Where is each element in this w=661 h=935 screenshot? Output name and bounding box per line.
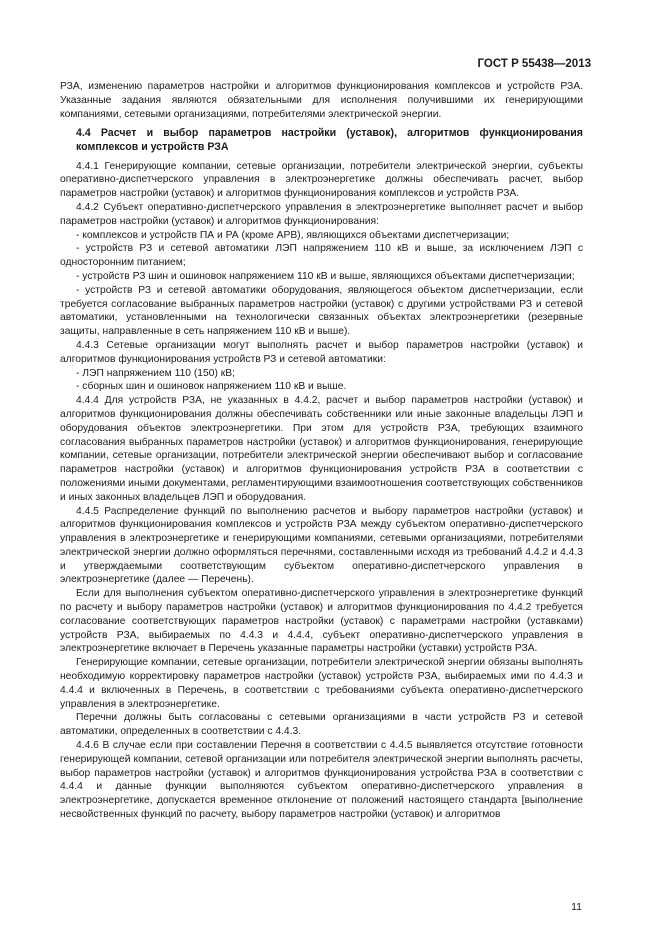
paragraph-4-4-2: 4.4.2 Субъект оперативно-диспетчерского управления в электроэнергетике выполняет расчет и выбор параметров настройки (уставок) и алгоритмов функционирования: [60,201,583,227]
paragraph-4-4-5: 4.4.5 Распределение функций по выполнению расчетов и выбору параметров настройки (уставок) и алгоритмов функционирования комплексов и устройств РЗА между субъектом оперативно-диспетчерского управления в электроэнергетике и генерирующими компаниями, сетевыми организациями, потребителями электрической энергии должно оформляться перечнями, составленными исходя из требований 4.4.2 и 4.4.3 и утверждаемыми соответствующим субъектом оперативно-диспетчерского управления в электроэнергетике (далее — Перечень). [60,505,583,586]
list-item: - устройств РЗ и сетевой автоматики ЛЭП напряжением 110 кВ и выше, за исключением ЛЭП с односторонним питанием; [60,243,583,269]
paragraph-4-4-4: 4.4.4 Для устройств РЗА, не указанных в 4.4.2, расчет и выбор параметров настройки (уставок) и алгоритмов функционирования должны обеспечивать собственники или иные законные владельцы ЛЭП и оборудования объектов электроэнергетики. При этом для устройств РЗА, требующих взаимного согласования выбранных параметров настройки (уставок) и алгоритмов функционирования, генерирующие компании, сетевые организации, потребители электрической энергии обеспечивают выбор и согласование параметров настройки (уставок) и алгоритмов функционирования устройств РЗА в соответствии с положениями иными документами, регламентирующими взаимоотношения соответствующих собственников и иных законных владельцев ЛЭП и оборудования. [60,395,583,503]
list-item: - сборных шин и ошиновок напряжением 110 кВ и выше. [76,381,347,393]
list-item: - устройств РЗ шин и ошиновок напряжением 110 кВ и выше, являющихся объектами диспетчеризации; [76,270,575,282]
list-item: - комплексов и устройств ПА и РА (кроме АРВ), являющихся объектами диспетчеризации; [76,229,510,241]
paragraph-4-4-6: 4.4.6 В случае если при составлении Перечня в соответствии с 4.4.5 выявляется отсутствие готовности генерирующей компании, сетевой организации или потребителя электрической энергии выполнять расчеты, выбор параметров настройки (уставок) и алгоритмов функционирования устройства РЗА в соответствии с 4.4.4 и данные функции выполняются субъектом оперативно-диспетчерского управления в электроэнергетике, допускается временное отклонение от положений настоящего стандарта [выполнение несвойственных функций по расчету, выбору параметров настройки (уставок) и алгоритмов [60,740,583,821]
paragraph-4-4-3: 4.4.3 Сетевые организации могут выполнять расчет и выбор параметров настройки (уставок) и алгоритмов функционирования устройств РЗ и сетевой автоматики: [60,339,583,365]
paragraph: Перечни должны быть согласованы с сетевыми организациями в части устройств РЗ и сетевой автоматики, определенных в соответствии с 4.4.3. [60,712,583,738]
paragraph-4-4-1: 4.4.1 Генерирующие компании, сетевые организации, потребители электрической энергии, субъекты оперативно-диспетчерского управления в электроэнергетике должны обеспечивать расчет, выбор параметров настройки (уставок) и алгоритмов функционирования комплексов и устройств РЗА. [60,160,583,200]
section-title-4-4: 4.4 Расчет и выбор параметров настройки (уставок), алгоритмов функционирования комплексов и устройств РЗА [76,127,583,153]
page-number: 11 [571,901,582,913]
paragraph-continuation: РЗА, изменению параметров настройки и алгоритмов функционирования комплексов и устройств РЗА. Указанные задания являются обязательными для исполнения получившими их генерирующими компаниями, сетевыми организациями, потребителями электрической энергии. [60,81,583,120]
paragraph: Генерирующие компании, сетевые организации, потребители электрической энергии обязаны выполнять необходимую корректировку параметров настройки (уставок) устройств РЗА, выбираемых ими по 4.4.3 и 4.4.4 и включенных в Перечень, в соответствии с требованиями субъекта оперативно-диспетчерского управления в электроэнергетике. [60,657,583,710]
document-body [60,80,583,822]
standard-code-header: ГОСТ Р 55438—2013 [477,58,591,70]
paragraph: Если для выполнения субъектом оперативно-диспетчерского управления в электроэнергетике функций по расчету и выбору параметров настройки (уставок) и алгоритмов функционирования по 4.4.2 требуется согласование соответствующих параметров настройки (уставок) с параметрами настройки (уставками) устройств РЗА, выбираемых по 4.4.3 и 4.4.4, субъект оперативно-диспетчерского управления в электроэнергетике включает в Перечень указанные параметры настройки (уставки) устройств РЗА. [60,588,583,655]
list-item: - устройств РЗ и сетевой автоматики оборудования, являющегося объектом диспетчеризации, если требуется согласование выбранных параметров настройки (уставок) с другими устройствами РЗ и сетевой автоматики, установленными на технологически связанных объектах электроэнергетики (резервные защиты, направленные в сеть напряжением 110 кВ и выше). [60,284,583,338]
list-item: - ЛЭП напряжением 110 (150) кВ; [76,367,236,379]
